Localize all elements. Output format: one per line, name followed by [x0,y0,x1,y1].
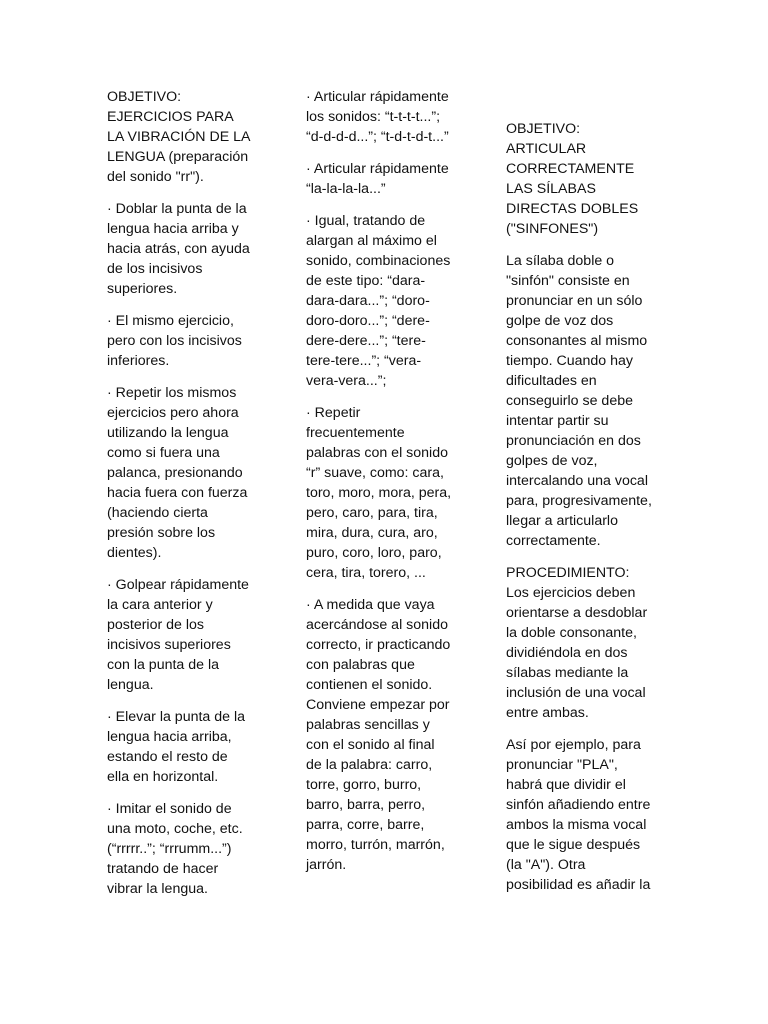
exercise-paragraph: · Igual, tratando de alargan al máximo el sonido, combinaciones de este tipo: “dara- dara-dara...”; “doro- doro-doro...”; “dere- dere-dere...”; “tere- tere-tere...”; “vera- vera-vera...”; [306,213,451,389]
exercise-paragraph: · Articular rápidamente “la-la-la-la...” [306,161,449,197]
exercise-paragraph: · Imitar el sonido de una moto, coche, etc. (“rrrrr..”; “rrrumm...”) tratando de hacer vibrar la lengua. [107,801,243,897]
procedure-paragraph: PROCEDIMIENTO: Los ejercicios deben orientarse a desdoblar la doble consonante, dividiéndola en dos sílabas mediante la inclusión de una vocal entre ambas. [506,565,648,721]
exercise-paragraph: · El mismo ejercicio, pero con los incisivos inferiores. [107,313,242,369]
exercise-paragraph: · Golpear rápidamente la cara anterior y posterior de los incisivos superiores con la punta de la lengua. [107,577,249,693]
example-paragraph: Así por ejemplo, para pronunciar "PLA", habrá que dividir el sinfón añadiendo entre ambos la misma vocal que le sigue después (la "A"). Otra posibilidad es añadir la [506,737,651,893]
text-column-right [506,119,671,907]
text-column-left [107,87,267,911]
objective-heading-vibration: OBJETIVO: EJERCICIOS PARA LA VIBRACIÓN DE LA LENGUA (preparación del sonido "rr"). [107,89,251,185]
exercise-paragraph: · Repetir los mismos ejercicios pero ahora utilizando la lengua como si fuera una palanca, presionando hacia fuera con fuerza (haciendo cierta presión sobre los dientes). [107,385,248,561]
objective-heading-syllables: OBJETIVO: ARTICULAR CORRECTAMENTE LAS SÍLABAS DIRECTAS DOBLES ("SINFONES") [506,121,639,237]
exercise-paragraph: · Elevar la punta de la lengua hacia arriba, estando el resto de ella en horizontal. [107,709,246,785]
exercise-paragraph: · A medida que vaya acercándose al sonido correcto, ir practicando con palabras que contienen el sonido. Conviene empezar por palabras sencillas y con el sonido al final de la palabra: carro, torre, gorro, burro, barro, barra, perro, parra, corre, barre, morro, turrón, marrón, jarrón. [306,597,451,873]
text-column-middle [306,87,466,887]
exercise-paragraph: · Repetir frecuentemente palabras con el sonido “r” suave, como: cara, toro, moro, mora, pera, pero, caro, para, tira, mira, dura, cura, aro, puro, coro, loro, paro, cera, tira, torero, ... [306,405,452,581]
exercise-paragraph: · Articular rápidamente los sonidos: “t-t-t-t...”; “d-d-d-d...”; “t-d-t-d-t...” [306,89,449,145]
exercise-paragraph: · Doblar la punta de la lengua hacia arriba y hacia atrás, con ayuda de los incisivos superiores. [107,201,250,297]
definition-paragraph: La sílaba doble o "sinfón" consiste en pronunciar en un sólo golpe de voz dos consonantes al mismo tiempo. Cuando hay dificultades en conseguirlo se debe intentar partir su pronunciación en dos golpes de voz, intercalando una vocal para, progresivamente, llegar a articularlo correctamente. [506,253,652,549]
